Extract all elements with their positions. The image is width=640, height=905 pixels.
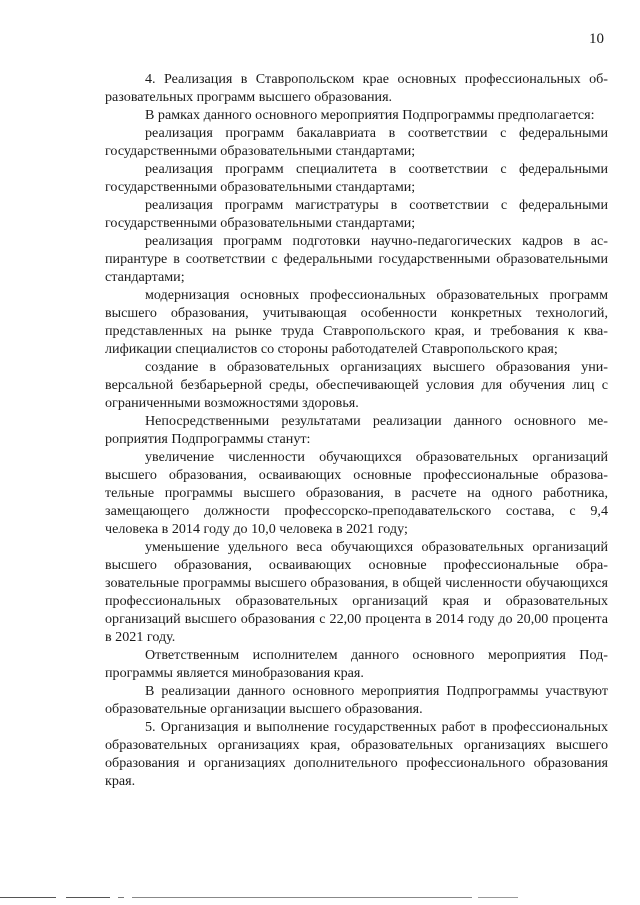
footer-rule [66, 897, 110, 898]
footer-rule [478, 897, 518, 898]
paragraph-student-ratio: увеличение численности обучающихся образовательных организаций высшего образования, осваивающих основные профессиональные образовательные программы высшего образования, в расчете на одного работника, замещающего должности профессорско-преподавательского состава, с 9,4 человека в 2014 году до 10,0 человека в 2021 году; [105, 449, 608, 537]
paragraph-share-reduction: уменьшение удельного веса обучающихся образовательных организаций высшего образования, осваивающих основные профессиональные образовательные программы высшего образования, в общей численности обучающихся профессиональных образовательных организаций края и образовательных организаций высшего образования с 22,00 процента в 2014 году до 20,00 процента в 2021 году. [105, 539, 608, 645]
footer-rule [118, 897, 124, 898]
paragraph-participants: В реализации данного основного мероприятия Подпрограммы участвуют образовательные организации высшего образования. [105, 683, 608, 717]
paragraph-results-intro: Непосредственными результатами реализации данного основного мероприятия Подпрограммы станут: [105, 413, 608, 447]
footer-rule [0, 897, 56, 898]
paragraph-modernization: модернизация основных профессиональных образовательных программ высшего образования, учитывающая особенности конкретных технологий, представленных на рынке труда Ставропольского края, и требования к квалификации специалистов со стороны работодателей Ставропольского края; [105, 287, 608, 357]
paragraph-master: реализация программ магистратуры в соответствии с федеральными государственными образовательными стандартами; [105, 197, 608, 231]
footer-rule [132, 897, 472, 898]
document-body [105, 70, 608, 790]
paragraph-intro: В рамках данного основного мероприятия Подпрограммы предполагается: [145, 107, 595, 123]
paragraph-section-5-heading: 5. Организация и выполнение государственных работ в профессиональных образовательных организациях края, образовательных организациях высшего образования и организациях дополнительного профессионального образования края. [105, 719, 608, 789]
paragraph-barrier-free: создание в образовательных организациях высшего образования универсальной безбарьерной среды, обеспечивающей условия для обучения лиц с ограниченными возможностями здоровья. [105, 359, 608, 411]
paragraph-postgraduate: реализация программ подготовки научно-педагогических кадров в аспирантуре в соответствии с федеральными государственными образовательными стандартами; [105, 233, 608, 285]
page-number: 10 [589, 31, 604, 47]
paragraph-specialist: реализация программ специалитета в соответствии с федеральными государственными образовательными стандартами; [105, 161, 608, 195]
paragraph-bachelor: реализация программ бакалавриата в соответствии с федеральными государственными образовательными стандартами; [105, 125, 608, 159]
paragraph-section-4-heading: 4. Реализация в Ставропольском крае основных профессиональных образовательных программ высшего образования. [105, 71, 608, 105]
paragraph-responsible-executor: Ответственным исполнителем данного основного мероприятия Подпрограммы является минобразования края. [105, 647, 608, 681]
